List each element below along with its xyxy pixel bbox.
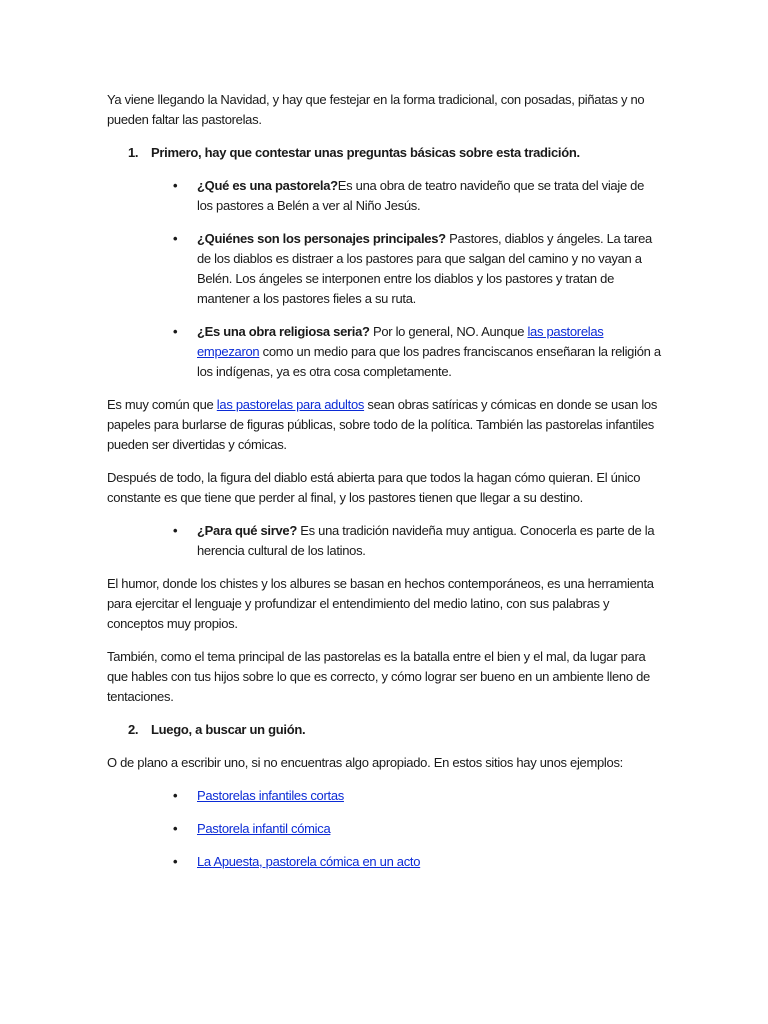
answer-text: Es una tradición navideña muy antigua. Conocerla es parte de la herencia cultural de los latinos. <box>197 523 655 558</box>
link-pastorelas-empezaron[interactable]: las pastorelas empezaron <box>197 324 604 359</box>
theme-paragraph: También, como el tema principal de las pastorelas es la batalla entre el bien y el mal, da lugar para que hables con tus hijos sobre lo que es correcto, y cómo lograr ser bueno en un ambiente lleno de tentaciones. <box>107 649 650 704</box>
numbered-item-2 <box>107 720 662 740</box>
bullet-icon: • <box>173 523 178 538</box>
item-text: Primero, hay que contestar unas preguntas básicas sobre esta tradición. <box>151 145 580 160</box>
item-number: 2. <box>128 722 139 737</box>
answer-text: Pastores, diablos y ángeles. La tarea de los diablos es distraer a los pastores para que salgan del camino y no vayan a Belén. Los ángeles se interponen entre los diablos y los pastores y tratan de mantener a los pastores fieles a su ruta. <box>197 231 652 306</box>
bullet-icon: • <box>173 231 178 246</box>
question-text: ¿Qué es una pastorela? <box>197 178 338 193</box>
bullet-item-what-is <box>107 176 662 216</box>
bullet-icon: • <box>173 854 178 869</box>
link-la-apuesta[interactable]: La Apuesta, pastorela cómica en un acto <box>197 854 421 869</box>
question-text: ¿Quiénes son los personajes principales? <box>197 231 446 246</box>
humor-paragraph: El humor, donde los chistes y los albures se basan en hechos contemporáneos, es una herramienta para ejercitar el lenguaje y profundizar el entendimiento del medio latino, con sus palabras y conceptos muy propios. <box>107 576 654 631</box>
item-number: 1. <box>128 145 139 160</box>
bullet-icon: • <box>173 178 178 193</box>
bullet-icon: • <box>173 821 178 836</box>
numbered-item-1 <box>107 143 662 163</box>
devil-paragraph: Después de todo, la figura del diablo está abierta para que todos la hagan cómo quieran. El único constante es que tiene que perder al final, y los pastores tienen que llegar a su destino. <box>107 470 641 505</box>
bullet-item-purpose <box>107 521 662 561</box>
bullet-item-religious <box>107 322 662 382</box>
paragraph-text-before: Es muy común que <box>107 397 217 412</box>
question-text: ¿Es una obra religiosa seria? <box>197 324 370 339</box>
paragraph-text-after: sean obras satíricas y cómicas en donde se usan los papeles para burlarse de figuras públicas, sobre todo de la política. También las pastorelas infantiles pueden ser divertidas y cómicas. <box>107 397 658 452</box>
bullet-icon: • <box>173 324 178 339</box>
bullet-item-characters <box>107 229 662 309</box>
link-pastorelas-infantiles-cortas[interactable]: Pastorelas infantiles cortas <box>197 788 344 803</box>
link-pastorelas-adultos[interactable]: las pastorelas para adultos <box>216 397 365 412</box>
answer-text: Es una obra de teatro navideño que se trata del viaje de los pastores a Belén a ver al Niño Jesús. <box>197 178 645 213</box>
link-pastorela-infantil-comica[interactable]: Pastorela infantil cómica <box>197 821 331 836</box>
bullet-icon: • <box>173 788 178 803</box>
bullet-link-item <box>107 852 662 872</box>
document-body <box>107 90 662 885</box>
item-text: Luego, a buscar un guión. <box>151 722 306 737</box>
intro-paragraph: Ya viene llegando la Navidad, y hay que festejar en la forma tradicional, con posadas, piñatas y no pueden faltar las pastorelas. <box>107 92 645 127</box>
answer-text-after: como un medio para que los padres franciscanos enseñaran la religión a los indígenas, ya es otra cosa completamente. <box>197 344 661 379</box>
script-paragraph: O de plano a escribir uno, si no encuentras algo apropiado. En estos sitios hay unos ejemplos: <box>107 755 623 770</box>
adults-paragraph <box>107 395 662 455</box>
question-text: ¿Para qué sirve? <box>197 523 297 538</box>
answer-text-before: Por lo general, NO. Aunque <box>369 324 528 339</box>
bullet-link-item <box>107 819 662 839</box>
bullet-link-item <box>107 786 662 806</box>
